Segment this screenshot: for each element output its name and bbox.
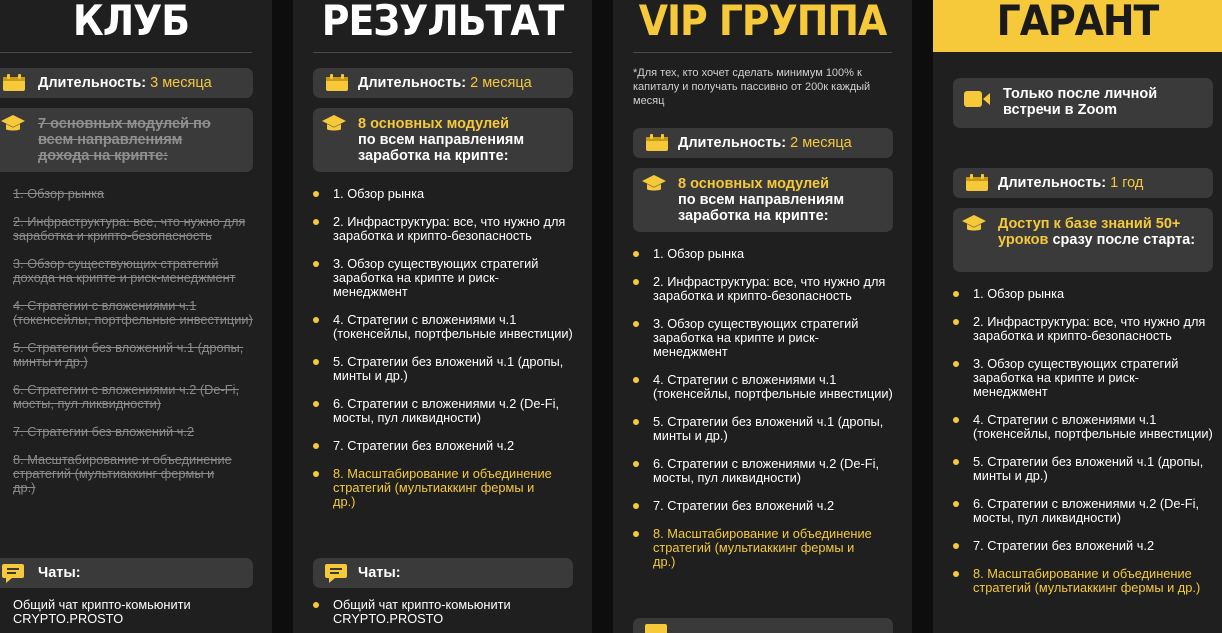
duration-label: Длительность: xyxy=(38,75,147,91)
graduation-cap-icon xyxy=(321,114,347,139)
duration-value: 3 месяца xyxy=(150,75,212,91)
list-item: 7. Стратегии без вложений ч.2 xyxy=(333,439,573,453)
access-highlight: Доступ к базе знаний 50+ уроков xyxy=(998,216,1181,248)
modules-highlight: 8 основных модулей xyxy=(678,176,830,192)
access-text: сразу после старта: xyxy=(1052,232,1196,248)
list-item: 1. Обзор рынка xyxy=(973,287,1213,301)
module-list xyxy=(13,187,258,495)
list-item: 4. Стратегии с вложениями ч.1 (токенсейлы, портфельные инвестиции) xyxy=(13,298,253,327)
list-item: 8. Масштабирование и объединение стратегий (мультиаккинг фермы и др.) xyxy=(333,467,555,509)
modules-text: по всем направлениям заработка на крипте: xyxy=(678,192,845,224)
duration-value: 2 месяца xyxy=(790,135,852,151)
chat-bubble-icon xyxy=(645,623,667,633)
list-item: 4. Стратегии с вложениями ч.1 (токенсейлы, портфельные инвестиции) xyxy=(333,313,573,341)
list-item: 8. Масштабирование и объединение стратегий (мультиаккинг фермы и др.) xyxy=(13,452,232,495)
plan-card-guarant xyxy=(933,0,1222,633)
list-item: 5. Стратегии без вложений ч.1 (дропы, минты и др.) xyxy=(973,455,1213,483)
list-item: 4. Стратегии с вложениями ч.1 (токенсейлы, портфельные инвестиции) xyxy=(973,413,1213,441)
zoom-text: Только после личной встречи в Zoom xyxy=(1003,86,1158,118)
zoom-box xyxy=(953,78,1213,128)
calendar-icon xyxy=(325,74,351,97)
list-item: 8. Масштабирование и объединение стратегий (мультиаккинг фермы и др.) xyxy=(653,527,875,569)
plan-title: КЛУБ xyxy=(72,0,190,45)
list-item: 6. Стратегии с вложениями ч.2 (De-Fi, мосты, пул ликвидности) xyxy=(653,457,893,485)
list-item: 1. Обзор рынка xyxy=(653,247,893,261)
modules-highlight: 8 основных модулей xyxy=(358,116,510,132)
chats-box xyxy=(313,558,573,588)
list-item: 2. Инфраструктура: все, что нужно для заработка и крипто-безопасность xyxy=(333,215,573,243)
graduation-cap-icon xyxy=(961,214,987,239)
duration-box xyxy=(0,68,253,98)
duration-value: 1 год xyxy=(1110,175,1144,191)
modules-box xyxy=(0,108,253,172)
title-divider xyxy=(633,52,892,53)
plan-title: VIP ГРУППА xyxy=(638,0,887,45)
duration-label: Длительность: xyxy=(998,175,1107,191)
list-item: 1. Обзор рынка xyxy=(13,186,105,201)
graduation-cap-icon xyxy=(641,174,667,199)
list-item: 6. Стратегии с вложениями ч.2 (De-Fi, мосты, пул ликвидности) xyxy=(13,382,239,411)
module-list xyxy=(333,187,573,509)
modules-box xyxy=(633,168,893,232)
module-list xyxy=(653,247,893,569)
list-item: 6. Стратегии с вложениями ч.2 (De-Fi, мосты, пул ликвидности) xyxy=(333,397,573,425)
list-item: 2. Инфраструктура: все, что нужно для заработка и крипто-безопасность xyxy=(13,214,246,243)
list-item: 7. Стратегии без вложений ч.2 xyxy=(973,539,1213,553)
list-item: 7. Стратегии без вложений ч.2 xyxy=(653,499,893,513)
duration-value: 2 месяца xyxy=(470,75,532,91)
chats-label: Чаты: xyxy=(358,565,401,581)
plan-title: ГАРАНТ xyxy=(996,0,1159,45)
duration-box xyxy=(953,168,1213,198)
calendar-icon xyxy=(2,74,28,97)
calendar-icon xyxy=(645,134,671,157)
modules-box xyxy=(313,108,573,172)
title-divider xyxy=(313,52,572,53)
list-item: 4. Стратегии с вложениями ч.1 (токенсейлы, портфельные инвестиции) xyxy=(653,373,893,401)
plan-card-club xyxy=(0,0,272,633)
chats-label: Чаты: xyxy=(38,565,81,581)
graduation-cap-icon xyxy=(0,114,26,139)
list-item: 3. Обзор существующих стратегий заработка на крипте и риск-менеджмент xyxy=(333,257,573,299)
calendar-icon xyxy=(965,174,991,197)
chat-bubble-icon xyxy=(2,563,24,588)
list-item: 3. Обзор существующих стратегий заработка на крипте и риск-менеджмент xyxy=(653,317,893,359)
list-item: 8. Масштабирование и объединение стратегий (мультиаккинг фермы и др.) xyxy=(973,567,1213,595)
list-item: 2. Инфраструктура: все, что нужно для заработка и крипто-безопасность xyxy=(653,275,893,303)
title-divider xyxy=(0,52,252,53)
list-item: 3. Обзор существующих стратегий дохода на крипте и риск-менеджмент xyxy=(13,256,236,285)
chats-box xyxy=(0,558,253,588)
module-list xyxy=(973,287,1213,595)
chat-item: Общий чат крипто-комьюнити CRYPTO.PROSTO xyxy=(333,598,553,626)
plan-title: РЕЗУЛЬТАТ xyxy=(321,0,564,45)
modules-text: по всем направлениям заработка на крипте: xyxy=(358,132,525,164)
video-camera-icon xyxy=(963,90,991,113)
list-item: 5. Стратегии без вложений ч.1 (дропы, минты и др.) xyxy=(333,355,573,383)
modules-text: 7 основных модулей по всем направлениям дохода на крипте: xyxy=(38,116,211,164)
vip-note: *Для тех, кто хочет сделать минимум 100% к капиталу и получать пассивно от 200к каждый месяц xyxy=(633,67,871,107)
chat-bubble-icon xyxy=(325,563,347,588)
chats-box xyxy=(633,618,893,633)
duration-label: Длительность: xyxy=(678,135,787,151)
duration-label: Длительность: xyxy=(358,75,467,91)
list-item: 3. Обзор существующих стратегий заработка на крипте и риск-менеджмент xyxy=(973,357,1213,399)
list-item: 5. Стратегии без вложений ч.1 (дропы, минты и др.) xyxy=(13,340,244,369)
plan-card-result xyxy=(293,0,592,633)
list-item: 1. Обзор рынка xyxy=(333,187,573,201)
list-item: 5. Стратегии без вложений ч.1 (дропы, минты и др.) xyxy=(653,415,893,443)
list-item: 2. Инфраструктура: все, что нужно для заработка и крипто-безопасность xyxy=(973,315,1213,343)
list-item: 6. Стратегии с вложениями ч.2 (De-Fi, мосты, пул ликвидности) xyxy=(973,497,1213,525)
list-item: 7. Стратегии без вложений ч.2 xyxy=(13,424,195,439)
plan-card-vip xyxy=(613,0,912,633)
duration-box xyxy=(313,68,573,98)
chat-list xyxy=(333,598,553,626)
chat-item: Общий чат крипто-комьюнити CRYPTO.PROSTO xyxy=(13,597,191,626)
duration-box xyxy=(633,128,893,158)
access-box xyxy=(953,208,1213,272)
